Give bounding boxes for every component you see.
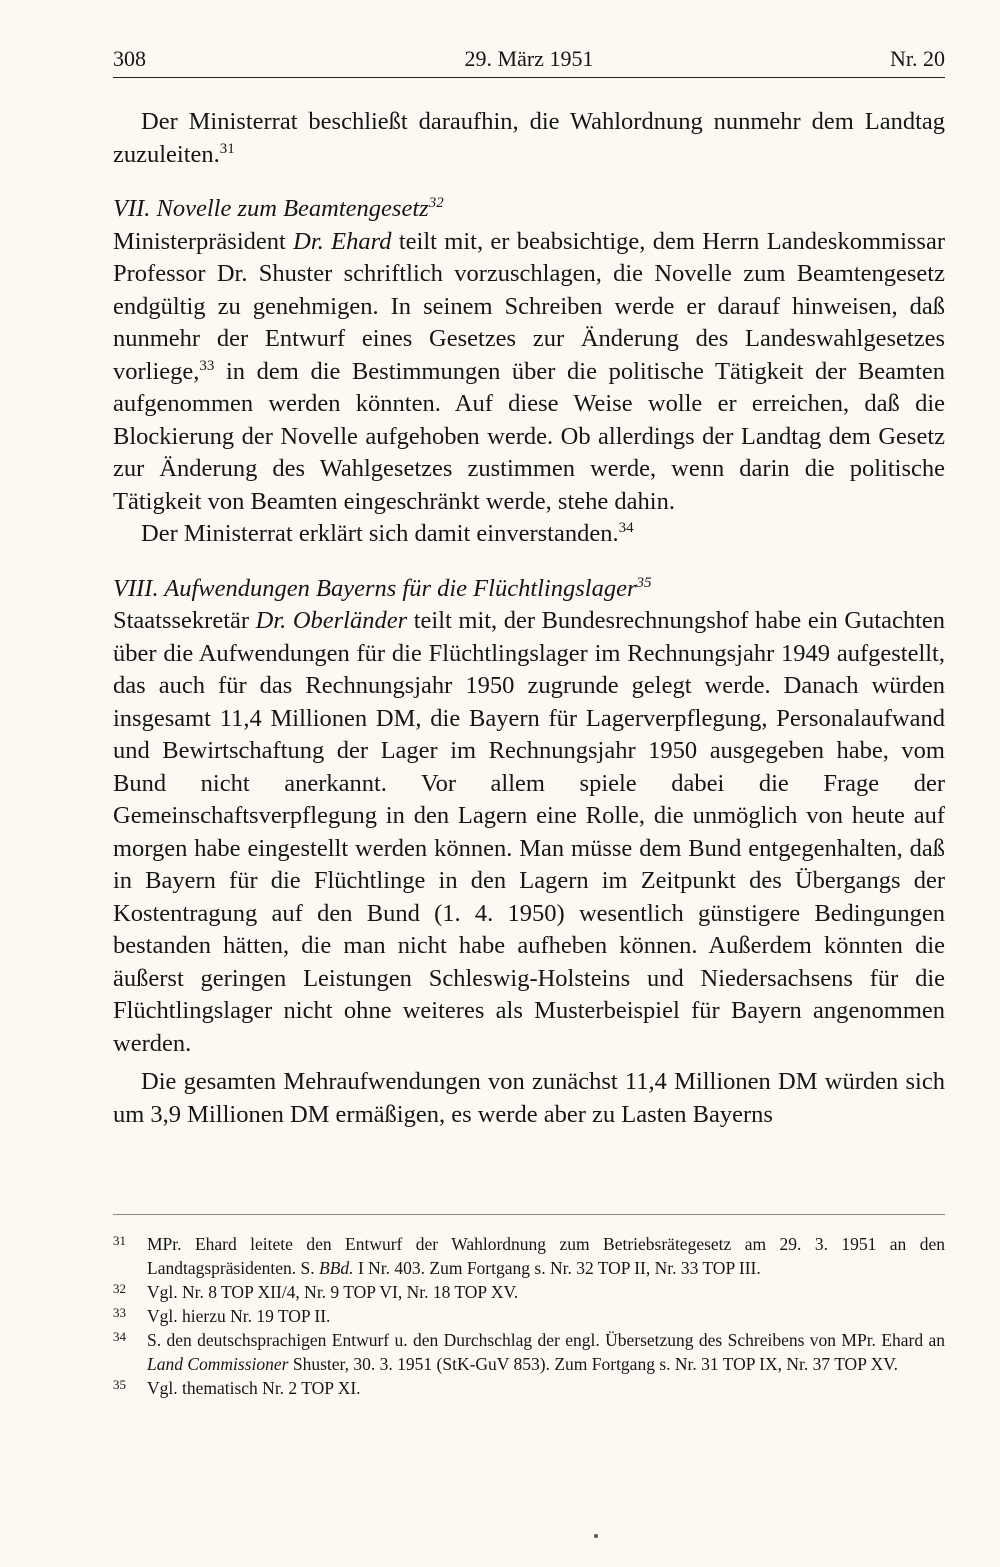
paragraph-text: Der Ministerrat erklärt sich damit einverstanden. xyxy=(141,520,619,547)
footnote-ref-32[interactable]: 32 xyxy=(428,195,444,211)
footnote-text: S. den deutschsprachigen Entwurf u. den Durchschlag der engl. Übersetzung des Schreibens von MPr. Ehard an xyxy=(147,1330,945,1350)
page-number: 308 xyxy=(113,46,146,71)
text-run: Ministerpräsident xyxy=(113,227,294,255)
header-date: 29. März 1951 xyxy=(464,46,594,71)
paper-speck xyxy=(594,1534,598,1538)
paragraph-oberlaender xyxy=(113,605,945,1060)
footnote-number: 32 xyxy=(113,1281,126,1296)
footnote-text: MPr. Ehard leitete den Entwurf der Wahlordnung zum Betriebsrätegesetz am 29. 3. 1951 an den Landtagspräsidenten. S. xyxy=(147,1234,945,1278)
running-header xyxy=(113,40,945,80)
speaker-name: Dr. Oberländer xyxy=(255,607,408,634)
footnote-ref-34[interactable]: 34 xyxy=(618,520,634,536)
text-run: Staatssekretär xyxy=(113,607,256,634)
paragraph-ehard xyxy=(113,226,945,519)
footnote-text: Vgl. thematisch Nr. 2 TOP XI. xyxy=(147,1378,361,1398)
footnote-italic: BBd. xyxy=(319,1258,354,1278)
footnote-number: 34 xyxy=(113,1329,126,1344)
header-divider xyxy=(113,77,945,78)
paragraph-resolution xyxy=(113,106,945,171)
paragraph-costs xyxy=(113,1066,945,1131)
footnote-35 xyxy=(113,1376,945,1400)
footnote-text: Shuster, 30. 3. 1951 (StK-GuV 853). Zum Fortgang s. Nr. 31 TOP IX, Nr. 37 TOP XV. xyxy=(288,1354,899,1374)
paragraph-text: Der Ministerrat beschließt daraufhin, die Wahlordnung nunmehr dem Landtag zuzuleiten. xyxy=(113,108,945,168)
footnote-number: 35 xyxy=(113,1377,126,1392)
section-title: VIII. Aufwendungen Bayerns für die Flüchtlingslager xyxy=(113,574,637,602)
footnote-32 xyxy=(113,1280,945,1304)
footnote-34 xyxy=(113,1328,945,1376)
section-heading-vii xyxy=(113,193,945,226)
footnote-text: Vgl. hierzu Nr. 19 TOP II. xyxy=(147,1306,331,1326)
footnote-text: I Nr. 403. Zum Fortgang s. Nr. 32 TOP II, Nr. 33 TOP III. xyxy=(353,1258,761,1278)
footnote-ref-35[interactable]: 35 xyxy=(636,574,652,591)
section-heading-viii xyxy=(113,573,945,606)
footnote-number: 33 xyxy=(113,1305,126,1320)
footnote-number: 31 xyxy=(113,1233,126,1248)
paragraph-text: Die gesamten Mehraufwendungen von zunächst 11,4 Millionen DM würden sich um 3,9 Millionen DM ermäßigen, es werde aber zu Lasten Bayerns xyxy=(113,1068,945,1128)
footnote-text: Vgl. Nr. 8 TOP XII/4, Nr. 9 TOP VI, Nr. 18 TOP XV. xyxy=(147,1282,519,1302)
section-title: VII. Novelle zum Beamtengesetz xyxy=(113,195,429,222)
main-text xyxy=(113,106,945,1131)
footnotes xyxy=(113,1232,945,1400)
footnote-31 xyxy=(113,1232,945,1280)
footnote-divider xyxy=(113,1214,945,1215)
speaker-name: Dr. Ehard xyxy=(293,227,392,255)
footnote-ref-31[interactable]: 31 xyxy=(219,140,235,157)
footnote-italic: Land Commissioner xyxy=(147,1354,289,1374)
issue-number: Nr. 20 xyxy=(890,46,945,71)
footnote-ref-33[interactable]: 33 xyxy=(199,357,215,374)
text-run: in dem die Bestimmungen über die politische Tätigkeit der Beamten aufgenommen werden könnten. Auf diese Weise wolle er erreichen, daß die Blockierung der Novelle aufgehoben werde. Ob allerdings der Landtag dem Gesetz zur Änderung des Wahlgesetzes zustimmen werde, wenn darin die politische Tätigkeit von Beamten eingeschränkt werde, stehe dahin. xyxy=(113,357,945,515)
footnote-33 xyxy=(113,1304,945,1328)
text-run: teilt mit, er beabsichtige, dem Herrn Landeskommissar Professor Dr. Shuster schriftlich vorzuschlagen, die Novelle zum Beamtengesetz endgültig zu genehmigen. In seinem Schreiben werde er darauf hinweisen, daß nunmehr der Entwurf eines Gesetzes zur Änderung des Landeswahlgesetzes vorliege, xyxy=(113,227,945,385)
paragraph-agreement xyxy=(113,518,945,551)
text-run: teilt mit, der Bundesrechnungshof habe ein Gutachten über die Aufwendungen für die Flüchtlingslager im Rechnungsjahr 1949 aufgestellt, das auch für das Rechnungsjahr 1950 zugrunde gelegt werde. Danach würden insgesamt 11,4 Millionen DM, die Bayern für Lagerverpflegung, Personalaufwand und Bewirtschaftung der Lager im Rechnungsjahr 1950 ausgegeben habe, vom Bund nicht anerkannt. Vor allem spiele dabei die Frage der Gemeinschaftsverpflegung in den Lagern eine Rolle, die unmöglich von heute auf morgen habe eingestellt werden können. Man müsse dem Bund entgegenhalten, daß in Bayern für die Flüchtlinge in den Lagern im Zeitpunkt des Übergangs der Kostentragung auf den Bund (1. 4. 1950) wesentlich günstigere Bedingungen bestanden hätten, die man nicht habe aufheben können. Außerdem könnten die äußerst geringen Leistungen Schleswig-Holsteins und Niedersachsens für die Flüchtlingslager nicht ohne weiteres als Musterbeispiel für Bayern angenommen werden. xyxy=(113,607,945,1057)
